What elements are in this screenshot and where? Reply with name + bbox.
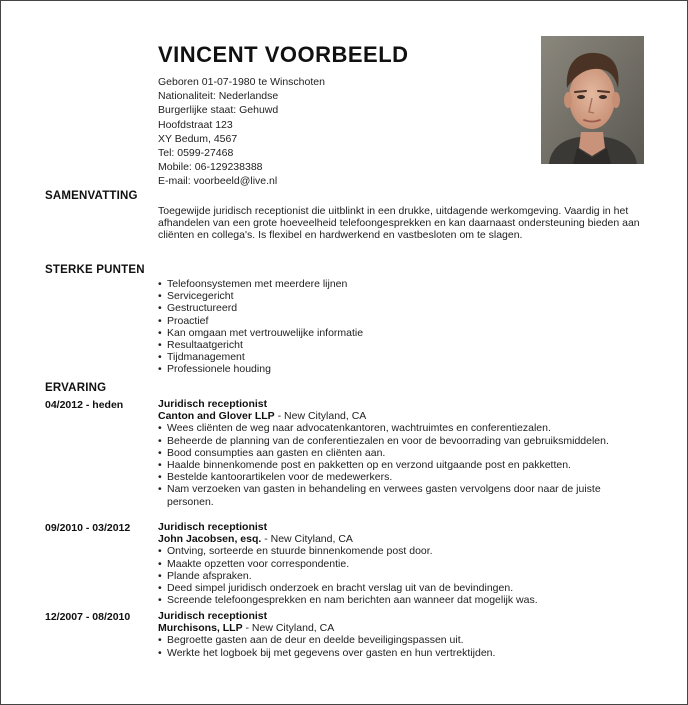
list-item: • Werkte het logboek bij met gegevens over gasten en hun vertrektijden.	[158, 647, 650, 659]
list-item: • Nam verzoeken van gasten in behandeling en verwees gasten vervolgens door naar de juiste personen.	[158, 483, 650, 507]
job-title: Juridisch receptionist	[158, 398, 268, 410]
job-employer	[158, 410, 650, 422]
job-duties	[158, 422, 650, 507]
job-title: Juridisch receptionist	[158, 610, 268, 622]
mobile: Mobile: 06-129238388	[158, 161, 263, 174]
list-item: • Maakte opzetten voor correspondentie.	[158, 558, 650, 570]
summary-heading: SAMENVATTING	[45, 190, 138, 202]
job-employer	[158, 622, 650, 634]
first-name: VINCENT	[158, 42, 259, 67]
postal-city: XY Bedum, 4567	[158, 132, 238, 145]
list-item: • Servicegericht	[158, 290, 648, 302]
job-1-dates: 04/2012 - heden	[45, 399, 124, 411]
marital-status: Burgerlijke staat: Gehuwd	[158, 104, 279, 117]
company-name: Murchisons, LLP	[158, 622, 243, 635]
birth-info: Geboren 01-07-1980 te Winschoten	[158, 76, 325, 88]
company-name: Canton and Glover LLP	[158, 410, 275, 423]
list-item: • Gestructureerd	[158, 302, 648, 314]
list-item: • Haalde binnenkomende post en pakketten op en verzond uitgaande post en pakketten.	[158, 459, 650, 471]
email: E-mail: voorbeeld@live.nl	[158, 175, 278, 188]
list-item: • Kan omgaan met vertrouwelijke informatie	[158, 327, 648, 339]
strengths-heading: STERKE PUNTEN	[45, 264, 145, 276]
strengths-list	[158, 278, 648, 376]
list-item: • Ontving, sorteerde en stuurde binnenkomende post door.	[158, 545, 650, 557]
job-3-dates: 12/2007 - 08/2010	[45, 611, 131, 623]
portrait-image	[541, 36, 644, 164]
resume-header	[158, 42, 538, 189]
street-address: Hoofdstraat 123	[158, 118, 233, 131]
candidate-name	[158, 42, 538, 68]
list-item: • Resultaatgericht	[158, 339, 648, 351]
list-item: • Tijdmanagement	[158, 351, 648, 363]
last-name: VOORBEELD	[264, 42, 409, 67]
company-location: - New Cityland, CA	[274, 410, 367, 423]
job-duties	[158, 545, 650, 606]
company-location: - New Cityland, CA	[261, 533, 353, 546]
list-item: • Screende telefoongesprekken en nam berichten aan wanneer dat mogelijk was.	[158, 594, 650, 606]
list-item: • Plande afspraken.	[158, 570, 650, 582]
job-title: Juridisch receptionist	[158, 521, 268, 533]
experience-heading: ERVARING	[45, 382, 107, 394]
nationality: Nationaliteit: Nederlandse	[158, 90, 279, 103]
summary-text: Toegewijde juridisch receptionist die uitblinkt in een drukke, uitdagende werkomgeving. Vaardig in het afhandelen van een grote hoeveelheid telefoongesprekken en kan daarnaast ondersteuning bieden aan cliënten en collega's. Is flexibel en hardwerkend en vastbesloten om te slagen.	[158, 205, 640, 242]
job-duties	[158, 634, 650, 658]
company-name: John Jacobsen, esq.	[158, 533, 262, 546]
phone: Tel: 0599-27468	[158, 147, 234, 160]
list-item: • Beheerde de planning van de conferentiezalen en voor de bevoorrading van gebruiksmiddelen.	[158, 435, 650, 447]
list-item: • Proactief	[158, 315, 648, 327]
list-item: • Professionele houding	[158, 363, 648, 375]
job-3	[158, 610, 650, 659]
company-location: - New Cityland, CA	[242, 622, 335, 635]
list-item: • Wees cliënten de weg naar advocatenkantoren, wachtruimtes en conferentiezalen.	[158, 422, 650, 434]
job-2-dates: 09/2010 - 03/2012	[45, 522, 131, 534]
list-item: • Bestelde kantoorartikelen voor de medewerkers.	[158, 471, 650, 483]
job-2	[158, 521, 650, 606]
list-item: • Begroette gasten aan de deur en deelde beveiligingspassen uit.	[158, 634, 650, 646]
list-item: • Bood consumpties aan gasten en cliënten aan.	[158, 447, 650, 459]
job-1	[158, 398, 650, 508]
profile-photo	[541, 36, 644, 164]
job-employer	[158, 533, 650, 545]
list-item: • Deed simpel juridisch onderzoek en bracht verslag uit van de bevindingen.	[158, 582, 650, 594]
list-item: • Telefoonsystemen met meerdere lijnen	[158, 278, 648, 290]
contact-details	[158, 75, 538, 189]
